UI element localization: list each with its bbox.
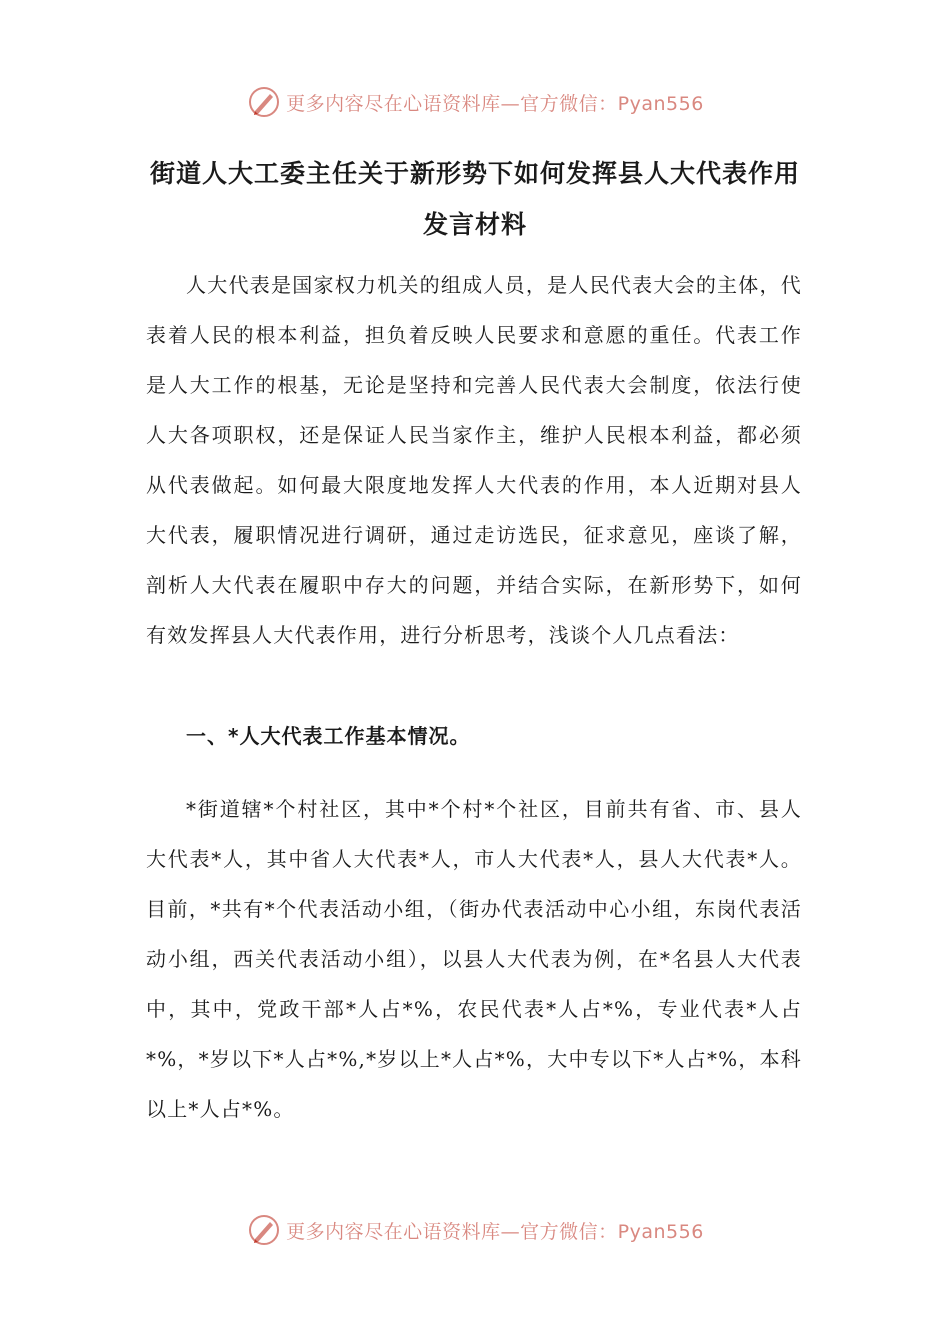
intro-paragraph: 人大代表是国家权力机关的组成人员，是人民代表大会的主体，代表着人民的根本利益，担负着反映人民要求和意愿的重任。代表工作是人大工作的根基，无论是坚持和完善人民代表大会制度，依法行使人大各项职权，还是保证人民当家作主，维护人民根本利益，都必须从代表做起。如何最大限度地发挥人大代表的作用，本人近期对县人大代表，履职情况进行调研，通过走访选民，征求意见，座谈了解，剖析人大代表在履职中存大的问题，并结合实际，在新形势下，如何有效发挥县人大代表作用，进行分析思考，浅谈个人几点看法： <box>146 273 802 647</box>
pen-logo-icon <box>246 1212 282 1248</box>
watermark-header <box>0 82 950 122</box>
document-title-line-2: 发言材料 <box>422 210 527 239</box>
section-1-paragraph: *街道辖*个村社区，其中*个村*个社区，目前共有省、市、县人大代表*人，其中省人大代表*人，市人大代表*人，县人大代表*人。目前，*共有*个代表活动小组，（街办代表活动中心小组，东岗代表活动小组，西关代表活动小组），以县人大代表为例，在*名县人大代表中，其中，党政干部*人占*%，农民代表*人占*%，专业代表*人占*%，*岁以下*人占*%,*岁以上*人占*%，大中专以下*人占*%，本科以上*人占*%。 <box>146 797 802 1121</box>
watermark-wechat-id: Pyan556 <box>617 1220 704 1243</box>
watermark-text: 更多内容尽在心语资料库—官方微信：Pyan556 <box>286 1220 704 1243</box>
section-heading-1: 一、*人大代表工作基本情况。 <box>186 724 471 748</box>
document-title-line-1: 街道人大工委主任关于新形势下如何发挥县人大代表作用 <box>149 159 800 188</box>
watermark-text: 更多内容尽在心语资料库—官方微信：Pyan556 <box>286 92 704 115</box>
pen-logo-icon <box>246 84 282 120</box>
watermark-footer <box>0 1210 950 1250</box>
watermark-wechat-id: Pyan556 <box>617 92 704 115</box>
